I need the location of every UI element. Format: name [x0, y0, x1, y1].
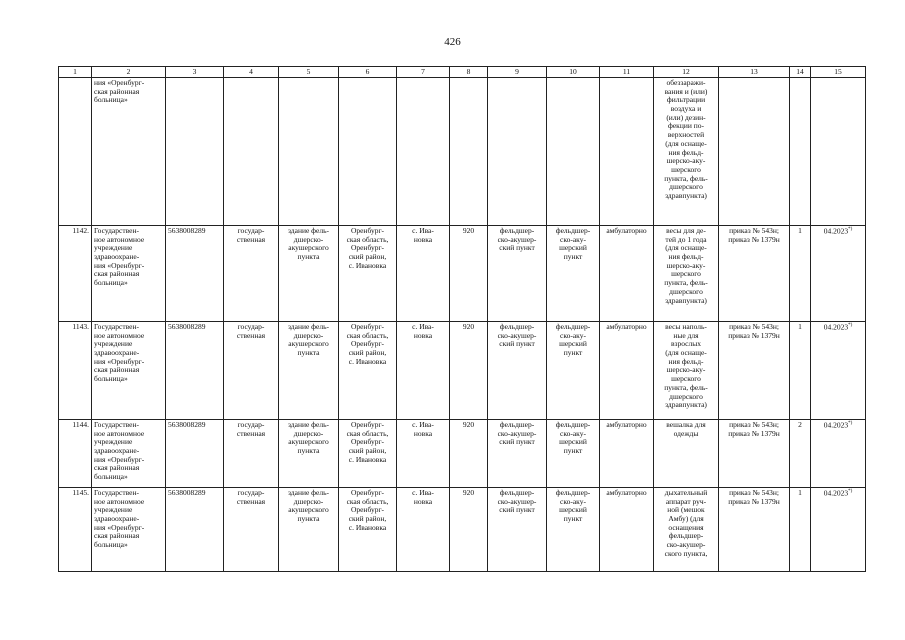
- care-condition-cell: [600, 226, 654, 322]
- settlement-cell: [397, 322, 450, 420]
- column-header-4: 4: [224, 67, 279, 78]
- table-body: [59, 78, 866, 572]
- ownership-form-cell: [224, 78, 279, 226]
- column-header-5: 5: [279, 67, 339, 78]
- code: 920: [462, 226, 475, 235]
- quantity-cell: [790, 488, 811, 572]
- code-cell: [450, 488, 488, 572]
- unit-type-cell: [488, 226, 547, 322]
- quantity-cell: [790, 420, 811, 488]
- quantity-cell: [790, 322, 811, 420]
- unit-type: фельдшер- ско-акушер- ский пункт: [497, 322, 537, 349]
- column-header-10: 10: [547, 67, 600, 78]
- inn-code: 5638008289: [168, 322, 206, 331]
- row-number-cell: [59, 488, 92, 572]
- address-cell: [339, 420, 397, 488]
- column-header-12: 12: [654, 67, 719, 78]
- row-number: 1144.: [72, 420, 89, 429]
- code-cell: [450, 322, 488, 420]
- ownership-form-cell: [224, 488, 279, 572]
- organization-name: Государствен- ное автономное учреждение здравоохране- ния «Оренбург- ская районная больница»: [94, 488, 145, 550]
- code-cell: [450, 420, 488, 488]
- order-reference-cell: [719, 322, 790, 420]
- equipment-name-cell: [654, 420, 719, 488]
- quantity: 1: [798, 226, 802, 235]
- column-header-7: 7: [397, 67, 450, 78]
- unit-name-cell: [547, 78, 600, 226]
- care-condition-cell: [600, 322, 654, 420]
- unit-type: фельдшер- ско-акушер- ский пункт: [497, 420, 537, 447]
- unit-name-cell: [547, 322, 600, 420]
- organization-name-cell: [92, 226, 166, 322]
- column-header-6: 6: [339, 67, 397, 78]
- quantity-cell: [790, 78, 811, 226]
- organization-name-cell: [92, 322, 166, 420]
- equipment-name-cell: [654, 322, 719, 420]
- code: 920: [462, 488, 475, 497]
- organization-name: Государствен- ное автономное учреждение здравоохране- ния «Оренбург- ская районная больница»: [94, 322, 145, 384]
- settlement-cell: [397, 226, 450, 322]
- inn-code: 5638008289: [168, 226, 206, 235]
- date-cell: [811, 488, 866, 572]
- organization-name-cell: [92, 420, 166, 488]
- inn-code: 5638008289: [168, 488, 206, 497]
- equipment-name: весы наполь- ные для взрослых (для оснаще- ния фельд- шерско-аку- шерского пункта, фель- дшерского здравпункта): [664, 322, 708, 410]
- ownership-form: государ- ственная: [236, 488, 266, 506]
- address-cell: [339, 322, 397, 420]
- address: Оренбург- ская область, Оренбург- ский район, с. Ивановка: [346, 420, 389, 464]
- unit-name: фельдшер- ско-аку- шерский пункт: [555, 322, 591, 358]
- unit-name-cell: [547, 420, 600, 488]
- care-condition-cell: [600, 488, 654, 572]
- address: Оренбург- ская область, Оренбург- ский район, с. Ивановка: [346, 226, 389, 270]
- column-header-3: 3: [166, 67, 224, 78]
- equipment-name: вешалка для одежды: [666, 420, 706, 438]
- building-name: здание фель- дшерско- акушерского пункта: [287, 322, 330, 358]
- date-footnote-mark: *): [848, 421, 853, 426]
- settlement-cell: [397, 78, 450, 226]
- ownership-form-cell: [224, 322, 279, 420]
- care-condition-cell: [600, 78, 654, 226]
- code-cell: [450, 226, 488, 322]
- equipment-name: дыхательный аппарат руч- ной (мешок Амбу) (для оснащения фельдшер- ско-акушер- ского пункта,: [664, 488, 708, 558]
- code: 920: [462, 420, 475, 429]
- date-cell: [811, 420, 866, 488]
- address: Оренбург- ская область, Оренбург- ский район, с. Ивановка: [346, 322, 389, 366]
- care-condition: амбулаторно: [606, 488, 647, 497]
- organization-name-cell: [92, 488, 166, 572]
- care-condition-cell: [600, 420, 654, 488]
- building-name-cell: [279, 488, 339, 572]
- organization-name: Государствен- ное автономное учреждение здравоохране- ния «Оренбург- ская районная больница»: [94, 226, 145, 288]
- row-number: 1142.: [72, 226, 89, 235]
- header-row: [59, 67, 866, 78]
- address: Оренбург- ская область, Оренбург- ский район, с. Ивановка: [346, 488, 389, 532]
- row-number: 1145.: [72, 488, 89, 497]
- unit-type-cell: [488, 488, 547, 572]
- unit-type-cell: [488, 322, 547, 420]
- inn-code: 5638008289: [168, 420, 206, 429]
- equipment-name-cell: [654, 78, 719, 226]
- equipment-name: весы для де- тей до 1 года (для оснаще- ния фельд- шерско-аку- шерского пункта, фель- дшерского здравпункта): [664, 226, 708, 305]
- equipment-name: обеззаражи- вания и (или) фильтрации воздуха и (или) дезин- фекции по- верхностей (для оснаще- ния фельд- шерско-аку- шерского пункта, фель- дшерского здравпункта): [664, 78, 708, 200]
- ownership-form-cell: [224, 226, 279, 322]
- unit-name: фельдшер- ско-аку- шерский пункт: [555, 420, 591, 456]
- ownership-form-cell: [224, 420, 279, 488]
- settlement-cell: [397, 420, 450, 488]
- register-table: [58, 66, 866, 572]
- building-name: здание фель- дшерско- акушерского пункта: [287, 226, 330, 262]
- equipment-name-cell: [654, 488, 719, 572]
- quantity: 1: [798, 488, 802, 497]
- column-header-2: 2: [92, 67, 166, 78]
- table-row: [59, 322, 866, 420]
- table-row: [59, 488, 866, 572]
- unit-type-cell: [488, 78, 547, 226]
- order-reference: приказ № 543н; приказ № 1379н: [728, 420, 780, 438]
- column-header-8: 8: [450, 67, 488, 78]
- inn-code-cell: [166, 78, 224, 226]
- settlement: с. Ива- новка: [412, 322, 434, 340]
- building-name: здание фель- дшерско- акушерского пункта: [287, 488, 330, 524]
- building-name-cell: [279, 420, 339, 488]
- row-number-cell: [59, 322, 92, 420]
- order-reference-cell: [719, 420, 790, 488]
- organization-name: Государствен- ное автономное учреждение здравоохране- ния «Оренбург- ская районная больница»: [94, 420, 145, 482]
- column-header-14: 14: [790, 67, 811, 78]
- order-reference-cell: [719, 226, 790, 322]
- row-number: 1143.: [72, 322, 89, 331]
- unit-type-cell: [488, 420, 547, 488]
- table-row: [59, 78, 866, 226]
- code: 920: [462, 322, 475, 331]
- building-name-cell: [279, 322, 339, 420]
- address-cell: [339, 488, 397, 572]
- settlement: с. Ива- новка: [412, 226, 434, 244]
- address-cell: [339, 78, 397, 226]
- code-cell: [450, 78, 488, 226]
- date-cell: [811, 322, 866, 420]
- date: 04.2023: [823, 420, 849, 430]
- date: 04.2023: [823, 322, 849, 332]
- column-header-9: 9: [488, 67, 547, 78]
- organization-name: ния «Оренбург- ская районная больница»: [94, 78, 145, 105]
- date-footnote-mark: *): [848, 323, 853, 328]
- inn-code-cell: [166, 488, 224, 572]
- unit-name-cell: [547, 488, 600, 572]
- ownership-form: государ- ственная: [236, 322, 266, 340]
- quantity: 2: [798, 420, 802, 429]
- care-condition: амбулаторно: [606, 420, 647, 429]
- order-reference: приказ № 543н; приказ № 1379н: [728, 322, 780, 340]
- unit-type: фельдшер- ско-акушер- ский пункт: [497, 226, 537, 253]
- row-number-cell: [59, 78, 92, 226]
- unit-type: фельдшер- ско-акушер- ский пункт: [497, 488, 537, 515]
- column-header-1: 1: [59, 67, 92, 78]
- building-name-cell: [279, 226, 339, 322]
- date-cell: [811, 78, 866, 226]
- column-header-11: 11: [600, 67, 654, 78]
- care-condition: амбулаторно: [606, 322, 647, 331]
- settlement-cell: [397, 488, 450, 572]
- care-condition: амбулаторно: [606, 226, 647, 235]
- quantity: 1: [798, 322, 802, 331]
- organization-name-cell: [92, 78, 166, 226]
- date-footnote-mark: *): [848, 227, 853, 232]
- address-cell: [339, 226, 397, 322]
- ownership-form: государ- ственная: [236, 226, 266, 244]
- ownership-form: государ- ственная: [236, 420, 266, 438]
- order-reference-cell: [719, 488, 790, 572]
- date: 04.2023: [823, 488, 849, 498]
- date-footnote-mark: *): [848, 489, 853, 494]
- row-number-cell: [59, 226, 92, 322]
- equipment-name-cell: [654, 226, 719, 322]
- quantity-cell: [790, 226, 811, 322]
- date: 04.2023: [823, 226, 849, 236]
- page-number: 426: [444, 36, 461, 48]
- column-header-13: 13: [719, 67, 790, 78]
- inn-code-cell: [166, 322, 224, 420]
- building-name-cell: [279, 78, 339, 226]
- unit-name: фельдшер- ско-аку- шерский пункт: [555, 488, 591, 524]
- order-reference: приказ № 543н; приказ № 1379н: [728, 488, 780, 506]
- table-row: [59, 420, 866, 488]
- inn-code-cell: [166, 226, 224, 322]
- inn-code-cell: [166, 420, 224, 488]
- order-reference-cell: [719, 78, 790, 226]
- table-row: [59, 226, 866, 322]
- row-number-cell: [59, 420, 92, 488]
- unit-name-cell: [547, 226, 600, 322]
- order-reference: приказ № 543н; приказ № 1379н: [728, 226, 780, 244]
- unit-name: фельдшер- ско-аку- шерский пункт: [555, 226, 591, 262]
- date-cell: [811, 226, 866, 322]
- column-header-15: 15: [811, 67, 866, 78]
- settlement: с. Ива- новка: [412, 488, 434, 506]
- building-name: здание фель- дшерско- акушерского пункта: [287, 420, 330, 456]
- settlement: с. Ива- новка: [412, 420, 434, 438]
